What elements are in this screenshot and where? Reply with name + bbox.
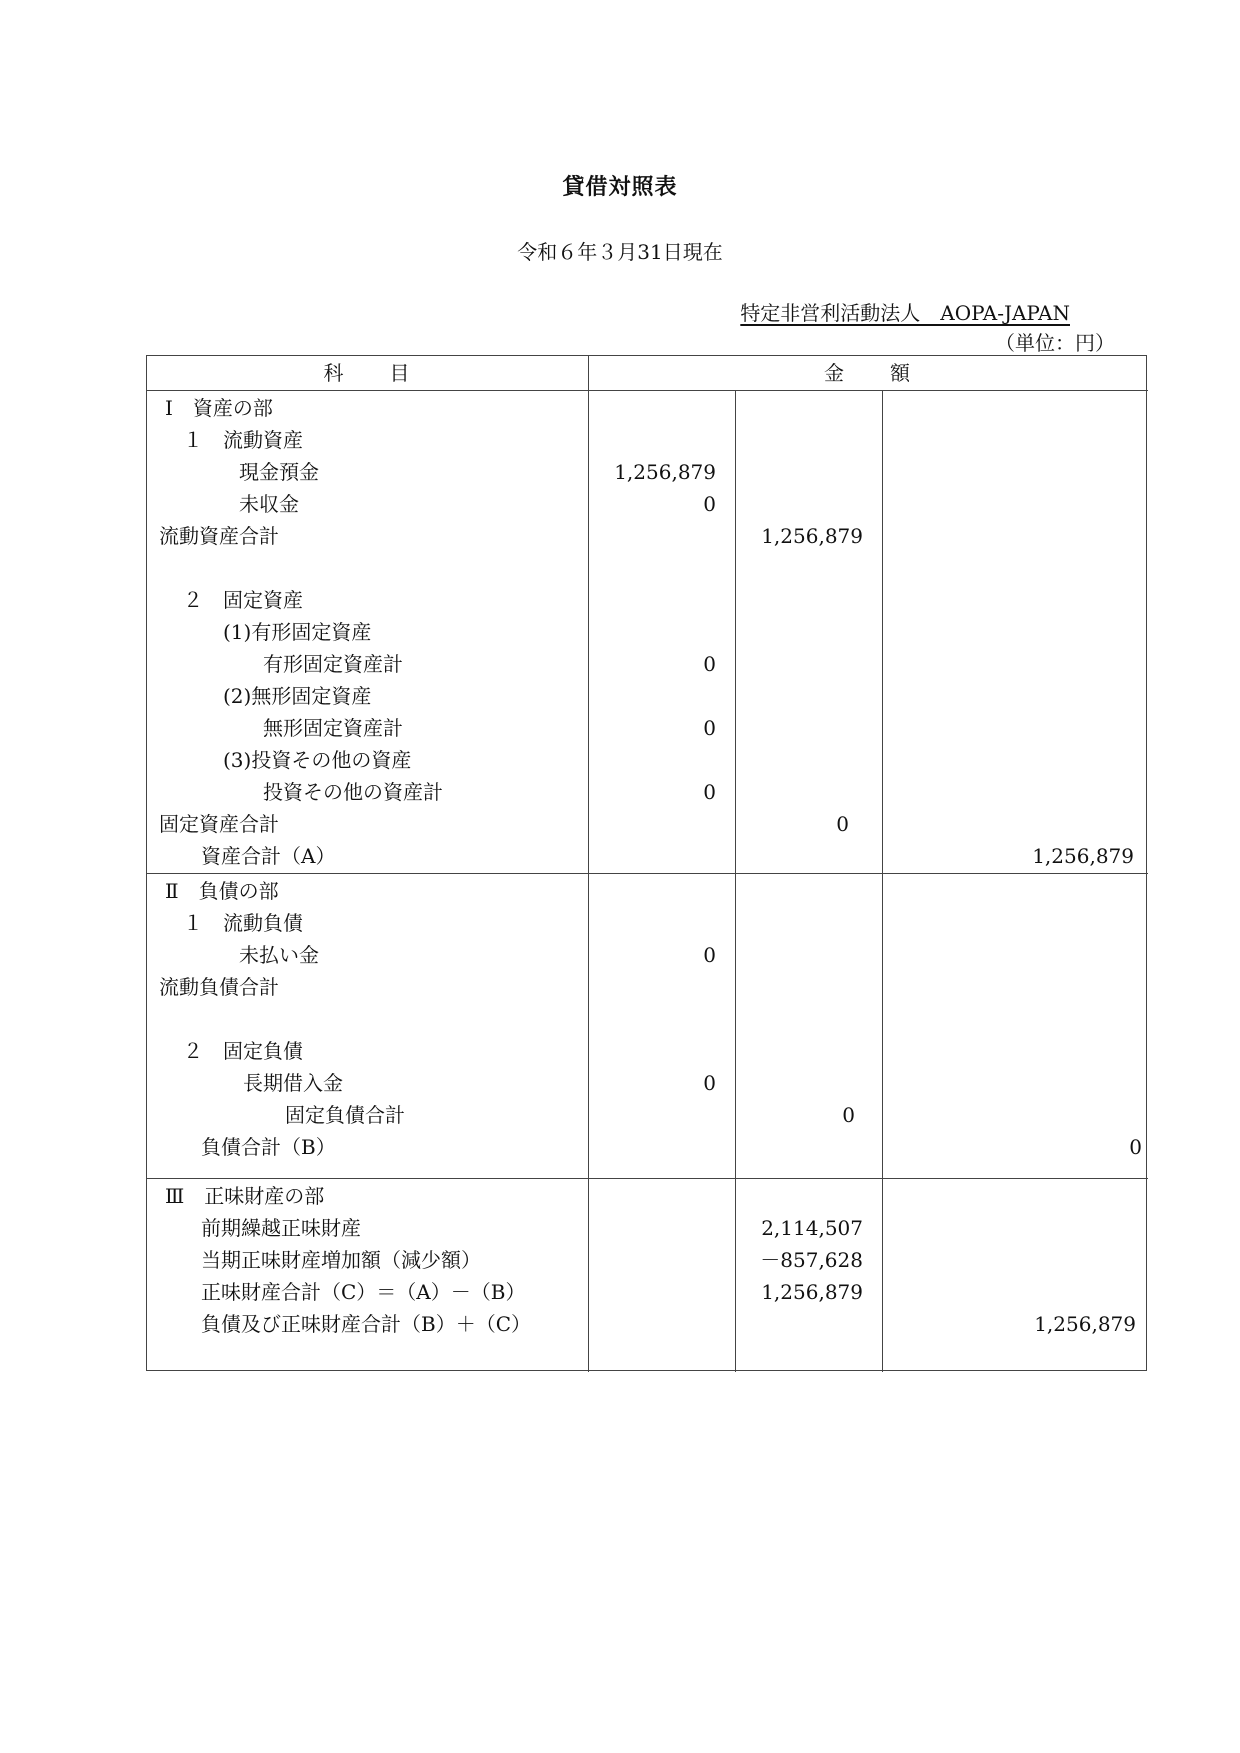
table-row (147, 424, 1148, 456)
current-assets-heading: １ 流動資産 (183, 428, 303, 452)
table-row (147, 939, 1148, 971)
table-row (147, 616, 1148, 648)
table-row (147, 456, 1148, 488)
intangible-assets-total-label: 無形固定資産計 (263, 716, 403, 740)
prior-net-assets-value: 2,114,507 (761, 1216, 863, 1240)
fixed-assets-total-label: 固定資産合計 (159, 812, 279, 836)
table-row (147, 1308, 1148, 1340)
investment-assets-total-value: 0 (703, 780, 716, 804)
fixed-assets-total-value: 0 (836, 812, 849, 836)
prior-net-assets-label: 前期繰越正味財産 (201, 1216, 361, 1240)
fixed-liabilities-heading: ２ 固定負債 (183, 1039, 303, 1063)
liabilities-total-value: 0 (1129, 1135, 1142, 1159)
unit-note: （単位：円） (995, 331, 1115, 355)
section-divider (147, 873, 1148, 874)
table-row (147, 584, 1148, 616)
net-assets-total-value: 1,256,879 (761, 1280, 863, 1304)
grand-total-value: 1,256,879 (1034, 1312, 1136, 1336)
section-divider (147, 1178, 1148, 1179)
fixed-liabilities-total-label: 固定負債合計 (285, 1103, 405, 1127)
table-row (147, 712, 1148, 744)
table-row (147, 680, 1148, 712)
investment-assets-total-label: 投資その他の資産計 (263, 780, 443, 804)
current-liabilities-total-label: 流動負債合計 (159, 975, 279, 999)
tangible-assets-total-value: 0 (703, 652, 716, 676)
header-amount: 金 額 (824, 361, 912, 385)
report-date: 令和６年３月31日現在 (517, 240, 723, 264)
assets-total-value: 1,256,879 (1032, 844, 1134, 868)
current-assets-total-value: 1,256,879 (761, 524, 863, 548)
net-assets-change-label: 当期正味財産増加額（減少額） (201, 1248, 481, 1272)
organization-name: 特定非営利活動法人 AOPA-JAPAN (740, 301, 1070, 325)
header-divider (147, 390, 1148, 391)
cash-value: 1,256,879 (614, 460, 716, 484)
receivable-label: 未収金 (239, 492, 299, 516)
table-row (147, 1244, 1148, 1276)
assets-total-label: 資産合計（A） (201, 844, 336, 868)
receivable-value: 0 (703, 492, 716, 516)
payable-value: 0 (703, 943, 716, 967)
net-assets-change-value: －857,628 (760, 1248, 863, 1272)
table-row (147, 840, 1148, 872)
longterm-loan-value: 0 (703, 1071, 716, 1095)
header-subject: 科 目 (323, 361, 412, 385)
table-row (147, 971, 1148, 1003)
table-row (147, 1276, 1148, 1308)
table-row (147, 1067, 1148, 1099)
document-title: 貸借対照表 (562, 174, 678, 200)
table-row (147, 488, 1148, 520)
liabilities-total-label: 負債合計（B） (201, 1135, 336, 1159)
table-row (147, 1212, 1148, 1244)
cash-label: 現金預金 (239, 460, 319, 484)
table-row (147, 1180, 1148, 1212)
fixed-assets-heading: ２ 固定資産 (183, 588, 303, 612)
assets-section-label: Ⅰ 資産の部 (165, 396, 273, 420)
table-row (147, 1131, 1148, 1163)
table-row (147, 808, 1148, 840)
fixed-liabilities-total-value: 0 (842, 1103, 855, 1127)
net-assets-section-label: Ⅲ 正味財産の部 (165, 1184, 325, 1208)
tangible-assets-total-label: 有形固定資産計 (263, 652, 403, 676)
current-liabilities-heading: １ 流動負債 (183, 911, 303, 935)
table-row (147, 907, 1148, 939)
table-row (147, 520, 1148, 552)
payable-label: 未払い金 (239, 943, 319, 967)
investment-assets-heading: (3)投資その他の資産 (223, 748, 412, 772)
intangible-assets-total-value: 0 (703, 716, 716, 740)
net-assets-total-label: 正味財産合計（C）＝（A）－（B） (201, 1280, 526, 1304)
grand-total-label: 負債及び正味財産合計（B）＋（C） (201, 1312, 531, 1336)
table-row (147, 776, 1148, 808)
intangible-assets-heading: (2)無形固定資産 (223, 684, 372, 708)
current-assets-total-label: 流動資産合計 (159, 524, 279, 548)
table-row (147, 875, 1148, 907)
tangible-assets-heading: (1)有形固定資産 (223, 620, 372, 644)
balance-sheet-table (146, 355, 1147, 1371)
table-row (147, 744, 1148, 776)
table-row (147, 1099, 1148, 1131)
table-row (147, 648, 1148, 680)
table-row (147, 1035, 1148, 1067)
table-row (147, 392, 1148, 424)
longterm-loan-label: 長期借入金 (243, 1071, 343, 1095)
liabilities-section-label: Ⅱ 負債の部 (165, 879, 279, 903)
